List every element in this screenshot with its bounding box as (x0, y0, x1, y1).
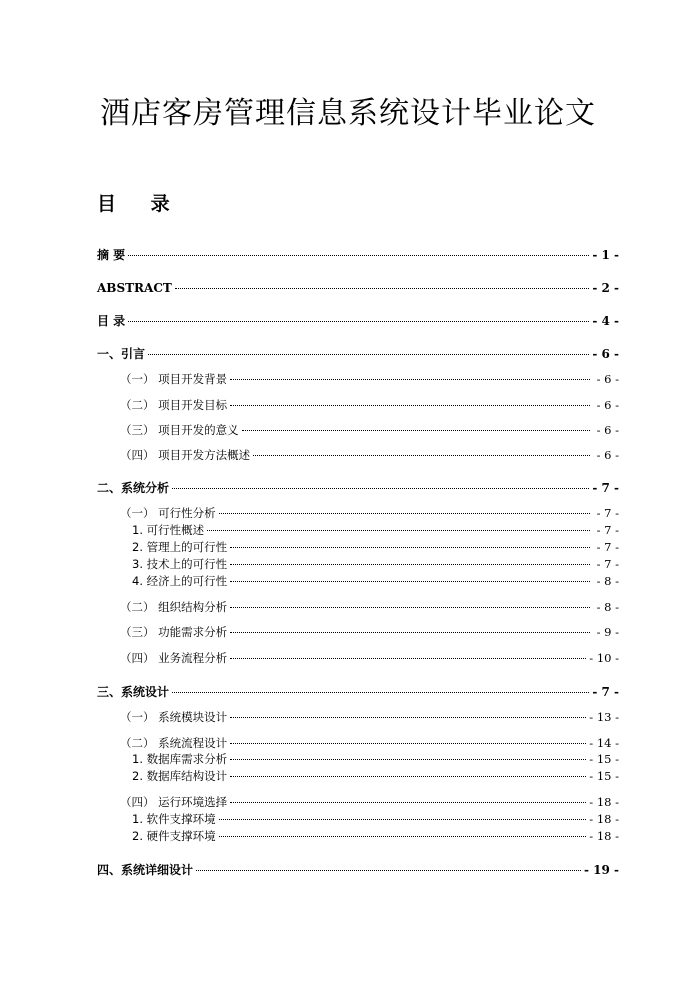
toc-entry-label: （二） 系统流程设计 (120, 736, 228, 750)
toc-entry-label: 1. 软件支撑环境 (132, 812, 216, 826)
toc-entry-label: （二） 组织结构分析 (120, 600, 228, 614)
dot-leader (230, 775, 586, 777)
toc-entry-page-number: - 14 - (589, 736, 619, 750)
toc-entry[interactable] (132, 751, 619, 767)
toc-entry[interactable] (120, 794, 619, 810)
toc-entry-label: （三） 功能需求分析 (120, 625, 228, 639)
toc-entry[interactable] (132, 811, 619, 827)
toc-entry[interactable] (132, 573, 619, 589)
dot-leader (128, 254, 589, 256)
toc-entry-page-number: - 7 - (596, 540, 619, 554)
toc-entry[interactable] (120, 371, 619, 387)
toc-entry-page-number: - 7 - (596, 523, 619, 537)
toc-entry[interactable] (120, 709, 619, 725)
dot-leader (219, 512, 590, 514)
document-title: 酒店客房管理信息系统设计毕业论文 (100, 96, 596, 131)
toc-entry-page-number: - 2 - (592, 281, 619, 295)
dot-leader (230, 580, 590, 582)
toc-entry[interactable] (97, 247, 619, 263)
toc-entry-label: 目 录 (97, 314, 126, 328)
toc-entry-label: 三、系统设计 (97, 685, 170, 699)
toc-entry-label: （四） 项目开发方法概述 (120, 448, 251, 462)
dot-leader (230, 631, 590, 633)
toc-entry-label: 四、系统详细设计 (97, 863, 194, 877)
dot-leader (219, 818, 587, 820)
toc-entry-page-number: - 8 - (596, 574, 619, 588)
toc-entry-page-number: - 7 - (596, 557, 619, 571)
toc-entry[interactable] (132, 768, 619, 784)
toc-entry[interactable] (97, 280, 619, 296)
toc-entry-page-number: - 7 - (596, 506, 619, 520)
toc-entry-page-number: - 6 - (592, 347, 619, 361)
toc-entry-page-number: - 18 - (589, 795, 619, 809)
dot-leader (230, 758, 586, 760)
toc-entry[interactable] (120, 447, 619, 463)
toc-entry-label: 3. 技术上的可行性 (132, 557, 228, 571)
toc-entry-label: 一、引言 (97, 347, 146, 361)
toc-entry-page-number: - 1 - (592, 248, 619, 262)
toc-entry[interactable] (132, 828, 619, 844)
toc-entry[interactable] (97, 313, 619, 329)
dot-leader (175, 287, 590, 289)
toc-entry[interactable] (120, 650, 619, 666)
dot-leader (207, 529, 590, 531)
toc-entry[interactable] (132, 556, 619, 572)
toc-entry-label: 摘 要 (97, 248, 126, 262)
toc-entry-label: ABSTRACT (97, 281, 172, 295)
toc-entry[interactable] (120, 735, 619, 751)
toc-entry-label: （三） 项目开发的意义 (120, 423, 239, 437)
dot-leader (196, 869, 581, 871)
toc-entry-label: （二） 项目开发目标 (120, 398, 228, 412)
toc-entry[interactable] (120, 599, 619, 615)
toc-entry[interactable] (120, 624, 619, 640)
toc-entry-page-number: - 4 - (592, 314, 619, 328)
toc-entry-label: 2. 数据库结构设计 (132, 769, 228, 783)
dot-leader (148, 353, 589, 355)
dot-leader (242, 429, 590, 431)
toc-entry-page-number: - 15 - (589, 752, 619, 766)
toc-entry-label: 2. 管理上的可行性 (132, 540, 228, 554)
toc-heading: 目 录 (97, 193, 184, 215)
toc-entry-label: 4. 经济上的可行性 (132, 574, 228, 588)
toc-entry-page-number: - 6 - (596, 448, 619, 462)
toc-entry-label: 1. 数据库需求分析 (132, 752, 228, 766)
toc-entry[interactable] (97, 862, 619, 878)
toc-entry[interactable] (97, 346, 619, 362)
toc-entry-page-number: - 18 - (589, 829, 619, 843)
toc-entry[interactable] (97, 480, 619, 496)
toc-entry-page-number: - 18 - (589, 812, 619, 826)
toc-entry-label: 2. 硬件支撑环境 (132, 829, 216, 843)
toc-entry[interactable] (132, 539, 619, 555)
dot-leader (230, 378, 590, 380)
dot-leader (253, 454, 590, 456)
toc-entry[interactable] (97, 684, 619, 700)
dot-leader (230, 546, 590, 548)
dot-leader (172, 691, 589, 693)
toc-entry[interactable] (120, 422, 619, 438)
dot-leader (128, 320, 589, 322)
toc-entry-page-number: - 8 - (596, 600, 619, 614)
toc-entry-label: 1. 可行性概述 (132, 523, 205, 537)
dot-leader (172, 487, 589, 489)
dot-leader (230, 742, 586, 744)
toc-entry-page-number: - 7 - (592, 481, 619, 495)
toc-entry-label: （一） 系统模块设计 (120, 710, 228, 724)
toc-entry-page-number: - 6 - (596, 372, 619, 386)
toc-entry-page-number: - 15 - (589, 769, 619, 783)
toc-entry-page-number: - 6 - (596, 398, 619, 412)
dot-leader (230, 563, 590, 565)
toc-entry-label: （一） 可行性分析 (120, 506, 216, 520)
toc-entry-label: （一） 项目开发背景 (120, 372, 228, 386)
toc-entry-label: （四） 运行环境选择 (120, 795, 228, 809)
toc-entry-page-number: - 6 - (596, 423, 619, 437)
toc-entry[interactable] (132, 522, 619, 538)
toc-entry-label: （四） 业务流程分析 (120, 651, 228, 665)
dot-leader (230, 606, 590, 608)
toc-entry-page-number: - 10 - (589, 651, 619, 665)
toc-entry-page-number: - 7 - (592, 685, 619, 699)
dot-leader (230, 716, 586, 718)
toc-entry-page-number: - 9 - (596, 625, 619, 639)
toc-entry[interactable] (120, 397, 619, 413)
toc-entry[interactable] (120, 505, 619, 521)
dot-leader (219, 835, 587, 837)
dot-leader (230, 657, 586, 659)
dot-leader (230, 404, 590, 406)
toc-entry-label: 二、系统分析 (97, 481, 170, 495)
dot-leader (230, 801, 586, 803)
toc-entry-page-number: - 19 - (583, 863, 619, 877)
toc-entry-page-number: - 13 - (589, 710, 619, 724)
